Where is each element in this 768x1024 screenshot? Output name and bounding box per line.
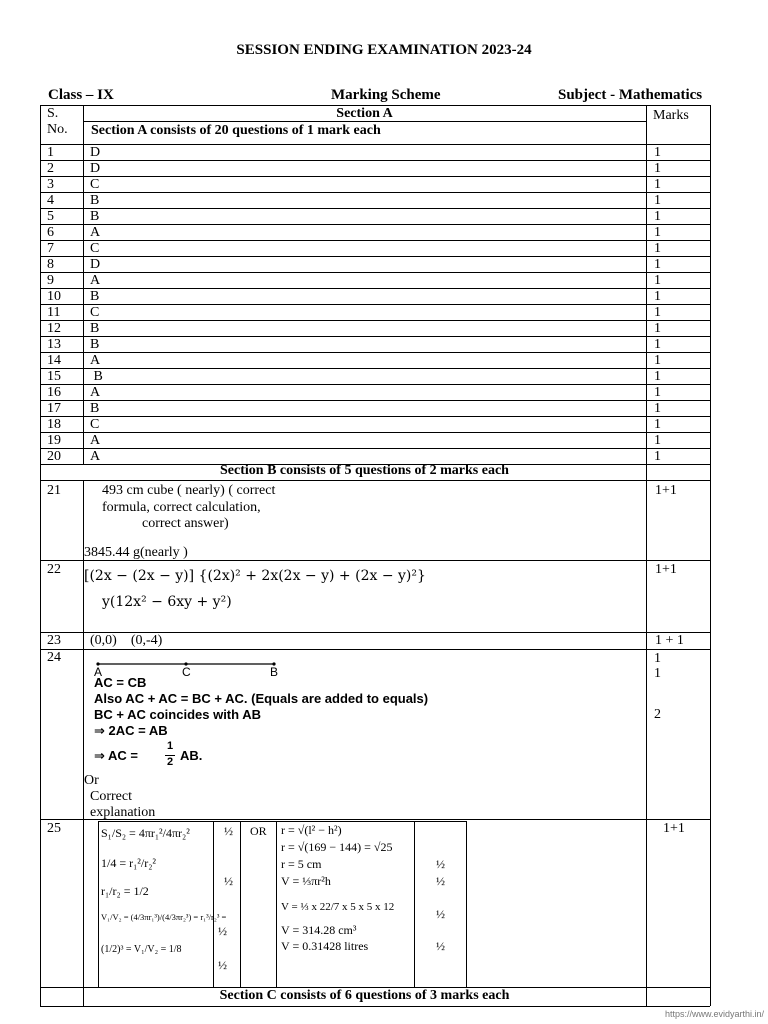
q25-left-1: S₁/S₂ = 4πr₁²/4πr₂² <box>101 826 190 840</box>
row-number: 20 <box>47 449 61 464</box>
row-answer: A <box>90 433 101 448</box>
q25-half-4: ½ <box>218 958 227 972</box>
q21-line4: 3845.44 g(nearly ) <box>84 545 188 560</box>
class-label: Class – IX <box>48 87 114 103</box>
row-marks: 1 <box>654 241 661 256</box>
marking-scheme-label: Marking Scheme <box>331 87 441 103</box>
q24-step5-suffix: AB. <box>180 748 203 763</box>
q24-marks1: 1 <box>654 651 661 666</box>
section-a-description: Section A consists of 20 questions of 1 mark each <box>91 123 381 138</box>
sno-header-2: No. <box>47 122 68 137</box>
q24-step1: AC = CB <box>94 675 147 690</box>
row-number: 5 <box>47 209 54 224</box>
row-marks: 1 <box>654 177 661 192</box>
row-number: 12 <box>47 321 61 336</box>
q25-half-1: ½ <box>224 824 233 838</box>
row-marks: 1 <box>654 417 661 432</box>
q21-line3: correct answer) <box>142 516 229 531</box>
q25-half-r3: ½ <box>436 907 445 921</box>
row-number: 4 <box>47 193 54 208</box>
row-marks: 1 <box>654 433 661 448</box>
row-number: 19 <box>47 433 61 448</box>
row-number: 7 <box>47 241 54 256</box>
q25-half-r1: ½ <box>436 857 445 871</box>
row-number: 1 <box>47 145 54 160</box>
row-number: 10 <box>47 289 61 304</box>
q24-or: Or <box>84 773 99 788</box>
row-answer: D <box>90 257 101 272</box>
row-number: 14 <box>47 353 61 368</box>
row-marks: 1 <box>654 193 661 208</box>
row-marks: 1 <box>654 273 661 288</box>
row-answer: C <box>90 241 100 256</box>
q25-half-r4: ½ <box>436 939 445 953</box>
row-number: 3 <box>47 177 54 192</box>
q25-right-3: r = 5 cm <box>281 857 322 871</box>
q25-right-7: V = 0.31428 litres <box>281 939 369 953</box>
row-answer: B <box>90 337 100 352</box>
row-number: 2 <box>47 161 54 176</box>
row-answer: D <box>90 145 101 160</box>
q24-alt1: Correct <box>90 789 132 804</box>
row-number: 8 <box>47 257 54 272</box>
row-marks: 1 <box>654 449 661 464</box>
q25-right-1: r = √(l² − h²) <box>281 823 342 837</box>
section-b-title: Section B consists of 5 questions of 2 marks each <box>220 463 509 478</box>
row-number: 16 <box>47 385 61 400</box>
row-answer: B <box>90 369 103 384</box>
q24-step4: ⇒ 2AC = AB <box>94 723 168 738</box>
row-answer: B <box>90 401 100 416</box>
row-answer: B <box>90 289 100 304</box>
q22-number: 22 <box>47 562 61 577</box>
q25-right-5: V = ⅓ x 22/7 x 5 x 5 x 12 <box>281 901 395 913</box>
row-answer: C <box>90 417 100 432</box>
section-c-title: Section C consists of 6 questions of 3 marks each <box>219 988 510 1003</box>
row-answer: B <box>90 321 100 336</box>
q25-left-2: 1/4 = r₁²/r₂² <box>101 856 156 870</box>
row-number: 9 <box>47 273 54 288</box>
q25-half-2: ½ <box>224 874 233 888</box>
q25-or: OR <box>250 824 267 838</box>
section-a-title: Section A <box>336 106 393 121</box>
q24-number: 24 <box>47 650 61 665</box>
exam-title: SESSION ENDING EXAMINATION 2023-24 <box>236 42 532 58</box>
q24-marks2: 1 <box>654 666 661 681</box>
row-number: 11 <box>47 305 61 320</box>
q25-marks: 1+1 <box>663 821 685 836</box>
q21-line2: formula, correct calculation, <box>102 500 261 515</box>
row-answer: C <box>90 177 100 192</box>
row-marks: 1 <box>654 401 661 416</box>
q24-fraction-den: 2 <box>167 756 174 768</box>
row-answer: C <box>90 305 100 320</box>
row-answer: A <box>90 273 101 288</box>
sno-header: S. <box>47 106 59 121</box>
row-number: 15 <box>47 369 61 384</box>
q24-step2: Also AC + AC = BC + AC. (Equals are added to equals) <box>94 691 429 706</box>
q25-right-6: V = 314.28 cm³ <box>281 923 357 937</box>
row-marks: 1 <box>654 321 661 336</box>
q23-marks: 1 + 1 <box>655 633 684 648</box>
row-answer: B <box>90 209 100 224</box>
q22-answer: y(12x² − 6xy + y²) <box>102 594 232 610</box>
subject-label: Subject - Mathematics <box>558 87 703 103</box>
q23-answer: (0,0) (0,-4) <box>90 633 163 648</box>
row-number: 18 <box>47 417 61 432</box>
row-marks: 1 <box>654 305 661 320</box>
q25-half-3: ½ <box>218 924 227 938</box>
q25-right-4: V = ⅓πr²h <box>281 874 331 888</box>
row-marks: 1 <box>654 353 661 368</box>
row-marks: 1 <box>654 289 661 304</box>
q24-fraction-num: 1 <box>167 740 174 752</box>
row-marks: 1 <box>654 369 661 384</box>
row-marks: 1 <box>654 385 661 400</box>
row-answer: A <box>90 385 101 400</box>
q24-alt2: explanation <box>90 805 156 820</box>
row-marks: 1 <box>654 337 661 352</box>
row-answer: B <box>90 193 100 208</box>
q25-number: 25 <box>47 821 61 836</box>
q24-marks3: 2 <box>654 707 661 722</box>
row-marks: 1 <box>654 161 661 176</box>
point-a-label: A <box>94 665 103 679</box>
row-marks: 1 <box>654 257 661 272</box>
q22-marks: 1+1 <box>655 562 677 577</box>
source-url[interactable]: https://www.evidyarthi.in/ <box>664 1009 764 1019</box>
q24-step3: BC + AC coincides with AB <box>94 707 261 722</box>
point-b-label: B <box>270 665 279 679</box>
q21-line1: 493 cm cube ( nearly) ( correct <box>102 483 276 498</box>
q21-number: 21 <box>47 483 61 498</box>
q25-left-4: V₁/V₂ = (4/3πr₁³)/(4/3πr₂³) = r₁³/r₂³ = <box>101 912 227 922</box>
q23-number: 23 <box>47 633 61 648</box>
row-number: 13 <box>47 337 61 352</box>
row-marks: 1 <box>654 225 661 240</box>
q25-right-2: r = √(169 − 144) = √25 <box>281 840 393 854</box>
q25-left-3: r₁/r₂ = 1/2 <box>101 884 149 898</box>
q25-half-r2: ½ <box>436 874 445 888</box>
row-marks: 1 <box>654 145 661 160</box>
point-c-label: C <box>182 665 191 679</box>
row-marks: 1 <box>654 209 661 224</box>
q25-left-5: (1/2)³ = V₁/V₂ = 1/8 <box>101 944 182 955</box>
row-answer: A <box>90 449 101 464</box>
marks-header: Marks <box>653 108 689 123</box>
q22-expression: [(2x − (2x − y)] {(2x)² + 2x(2x − y) + (2x − y)²} <box>84 568 426 584</box>
row-number: 17 <box>47 401 61 416</box>
row-answer: D <box>90 161 101 176</box>
row-answer: A <box>90 353 101 368</box>
row-answer: A <box>90 225 101 240</box>
q24-step5-prefix: ⇒ AC = <box>94 748 139 763</box>
row-number: 6 <box>47 225 54 240</box>
q21-marks: 1+1 <box>655 483 677 498</box>
